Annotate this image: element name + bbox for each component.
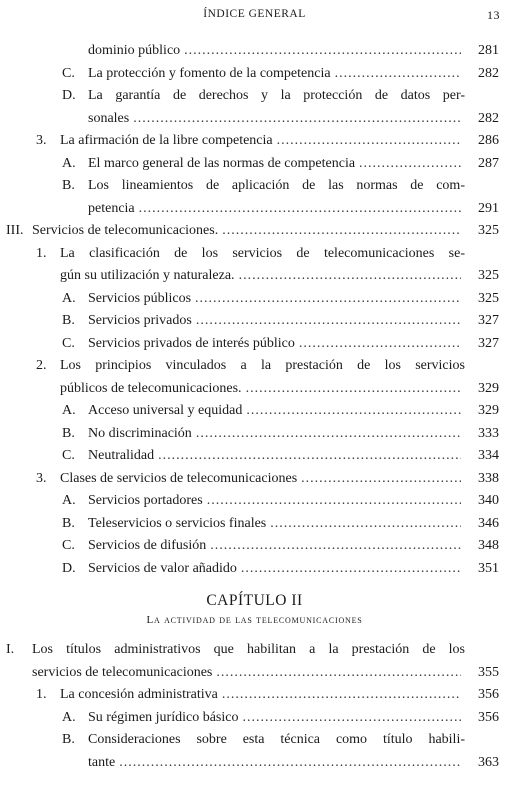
toc-entry-number: 2. (36, 358, 47, 373)
toc-entry-number: C. (62, 448, 75, 463)
table-of-contents (0, 40, 509, 774)
toc-entry-text: Servicios privados de interés público (88, 335, 295, 351)
toc-entry-text: petencia (88, 200, 135, 216)
toc-entry-text: La protección y fomento de la competencia (88, 65, 331, 81)
toc-entry (62, 310, 509, 333)
dot-leader (222, 220, 461, 243)
toc-entry-number: I. (6, 642, 15, 657)
toc-entry-page: 325 (478, 268, 499, 283)
toc-entry-page: 334 (478, 448, 499, 463)
toc-entry-number: A. (62, 290, 76, 306)
toc-entry-number: A. (62, 155, 76, 171)
dot-leader (239, 265, 461, 288)
toc-entry (62, 333, 509, 356)
toc-entry-text: Los títulos administrativos que habilitan a la prestación de los (32, 642, 465, 657)
toc-entry-page: 291 (478, 200, 499, 216)
toc-entry-text: sonales (88, 110, 130, 126)
dot-leader (133, 108, 461, 131)
toc-entry-text: La afirmación de la libre competencia (60, 133, 273, 148)
toc-entry-number: C. (62, 65, 75, 81)
toc-entry-page: 325 (478, 223, 499, 238)
dot-leader (119, 752, 461, 775)
toc-entry-page: 287 (478, 155, 499, 171)
toc-entry-text: Servicios de valor añadido (88, 560, 237, 576)
toc-entry (6, 639, 509, 684)
toc-entry-text: públicos de telecomunicaciones. (60, 380, 242, 396)
toc-entry-text: Servicios portadores (88, 493, 203, 508)
toc-entry-number: B. (62, 515, 75, 531)
toc-entry-number: A. (62, 709, 76, 725)
toc-entry (62, 707, 509, 730)
toc-section-chapter-2 (0, 639, 509, 774)
toc-entry-page: 329 (478, 380, 499, 396)
toc-entry-text: Consideraciones sobre esta técnica como título habili- (88, 732, 465, 747)
toc-entry-number: B. (62, 732, 75, 747)
toc-entry-number: 3. (36, 470, 47, 486)
dot-leader (277, 130, 461, 153)
toc-entry (6, 220, 509, 243)
toc-entry-text: Los lineamientos de aplicación de las normas de com- (88, 178, 465, 193)
toc-entry-page: 282 (478, 65, 499, 81)
toc-entry-page: 340 (478, 493, 499, 508)
toc-entry-page: 329 (478, 403, 499, 418)
dot-leader (195, 288, 461, 311)
chapter-subtitle: La actividad de las telecomunicaciones (146, 614, 363, 626)
toc-entry-page: 363 (478, 754, 499, 770)
toc-entry-number: C. (62, 538, 75, 553)
toc-entry-text: Servicios de difusión (88, 538, 207, 553)
dot-leader (139, 198, 461, 221)
dot-leader (335, 63, 461, 86)
dot-leader (241, 558, 461, 581)
toc-entry-page: 286 (478, 133, 499, 148)
toc-entry (62, 423, 509, 446)
toc-entry-number: B. (62, 178, 75, 193)
toc-entry-page: 327 (478, 313, 499, 328)
toc-entry-page: 325 (478, 290, 499, 306)
toc-entry-page: 338 (478, 470, 499, 486)
toc-entry-text: El marco general de las normas de competencia (88, 155, 356, 171)
dot-leader (359, 153, 461, 176)
toc-entry (62, 400, 509, 423)
dot-leader (242, 707, 461, 730)
toc-entry-page: 355 (478, 664, 499, 680)
toc-entry-text: Los principios vinculados a la prestación de los servicios (60, 358, 465, 373)
toc-entry-text: Clases de servicios de telecomunicaciones (60, 470, 298, 486)
dot-leader (196, 310, 461, 333)
toc-entry (62, 490, 509, 513)
toc-entry-text: Servicios privados (88, 313, 192, 328)
toc-entry (36, 130, 509, 153)
page-header (0, 6, 509, 26)
toc-entry-number: B. (62, 425, 75, 441)
toc-entry-number: 3. (36, 133, 47, 148)
toc-entry-number: 1. (36, 687, 47, 702)
toc-entry (62, 63, 509, 86)
toc-entry-text: La clasificación de los servicios de telecomunicaciones se- (60, 245, 465, 261)
toc-entry-text: Neutralidad (88, 448, 155, 463)
toc-entry (62, 85, 509, 130)
toc-entry-page: 327 (478, 335, 499, 351)
dot-leader (299, 333, 461, 356)
toc-entry (36, 468, 509, 491)
toc-entry-text: La garantía de derechos y la protección de datos per- (88, 88, 465, 103)
dot-leader (301, 468, 461, 491)
toc-entry-text: dominio público (88, 43, 181, 58)
dot-leader (207, 490, 461, 513)
toc-entry-text: Servicios públicos (88, 290, 192, 306)
toc-entry (62, 445, 509, 468)
toc-entry-text: servicios de telecomunicaciones (32, 664, 213, 680)
toc-entry-page: 348 (478, 538, 499, 553)
toc-entry-text: No discriminación (88, 425, 192, 441)
running-head: ÍNDICE GENERAL (203, 8, 306, 20)
toc-entry (62, 535, 509, 558)
toc-entry (62, 513, 509, 536)
toc-entry (62, 40, 509, 63)
toc-entry (62, 729, 509, 774)
toc-entry-number: B. (62, 313, 75, 328)
toc-entry-page: 282 (478, 110, 499, 126)
toc-entry-text: Servicios de telecomunicaciones. (32, 223, 219, 238)
dot-leader (196, 423, 461, 446)
dot-leader (216, 662, 461, 685)
dot-leader (158, 445, 461, 468)
toc-entry-page: 346 (478, 515, 499, 531)
dot-leader (222, 684, 461, 707)
toc-entry-number: D. (62, 88, 76, 103)
toc-section-chapter-1 (0, 40, 509, 580)
toc-entry-number: A. (62, 403, 76, 418)
dot-leader (270, 513, 461, 536)
toc-entry-text: Teleservicios o servicios finales (88, 515, 267, 531)
dot-leader (210, 535, 461, 558)
toc-entry-page: 281 (478, 43, 499, 58)
toc-entry-page: 333 (478, 425, 499, 441)
toc-entry (36, 684, 509, 707)
dot-leader (246, 378, 461, 401)
toc-entry-number: A. (62, 493, 76, 508)
dot-leader (246, 400, 461, 423)
toc-entry-number: D. (62, 560, 76, 576)
toc-entry (36, 355, 509, 400)
toc-entry-text: Acceso universal y equidad (88, 403, 243, 418)
dot-leader (184, 40, 461, 63)
toc-entry-number: C. (62, 335, 75, 351)
toc-entry-page: 356 (478, 709, 499, 725)
toc-entry-page: 356 (478, 687, 499, 702)
toc-entry (62, 558, 509, 581)
chapter-title: CAPÍTULO II (206, 592, 303, 609)
toc-entry (62, 153, 509, 176)
toc-entry-page: 351 (478, 560, 499, 576)
toc-entry (36, 243, 509, 288)
toc-entry-number: III. (6, 223, 24, 238)
toc-entry-text: La concesión administrativa (60, 687, 218, 702)
toc-entry-number: 1. (36, 245, 47, 261)
toc-entry (62, 175, 509, 220)
toc-entry (62, 288, 509, 311)
page-number: 13 (487, 8, 500, 22)
toc-entry-text: gún su utilización y naturaleza. (60, 268, 235, 283)
toc-entry-text: Su régimen jurídico básico (88, 709, 239, 725)
toc-entry-text: tante (88, 754, 116, 770)
